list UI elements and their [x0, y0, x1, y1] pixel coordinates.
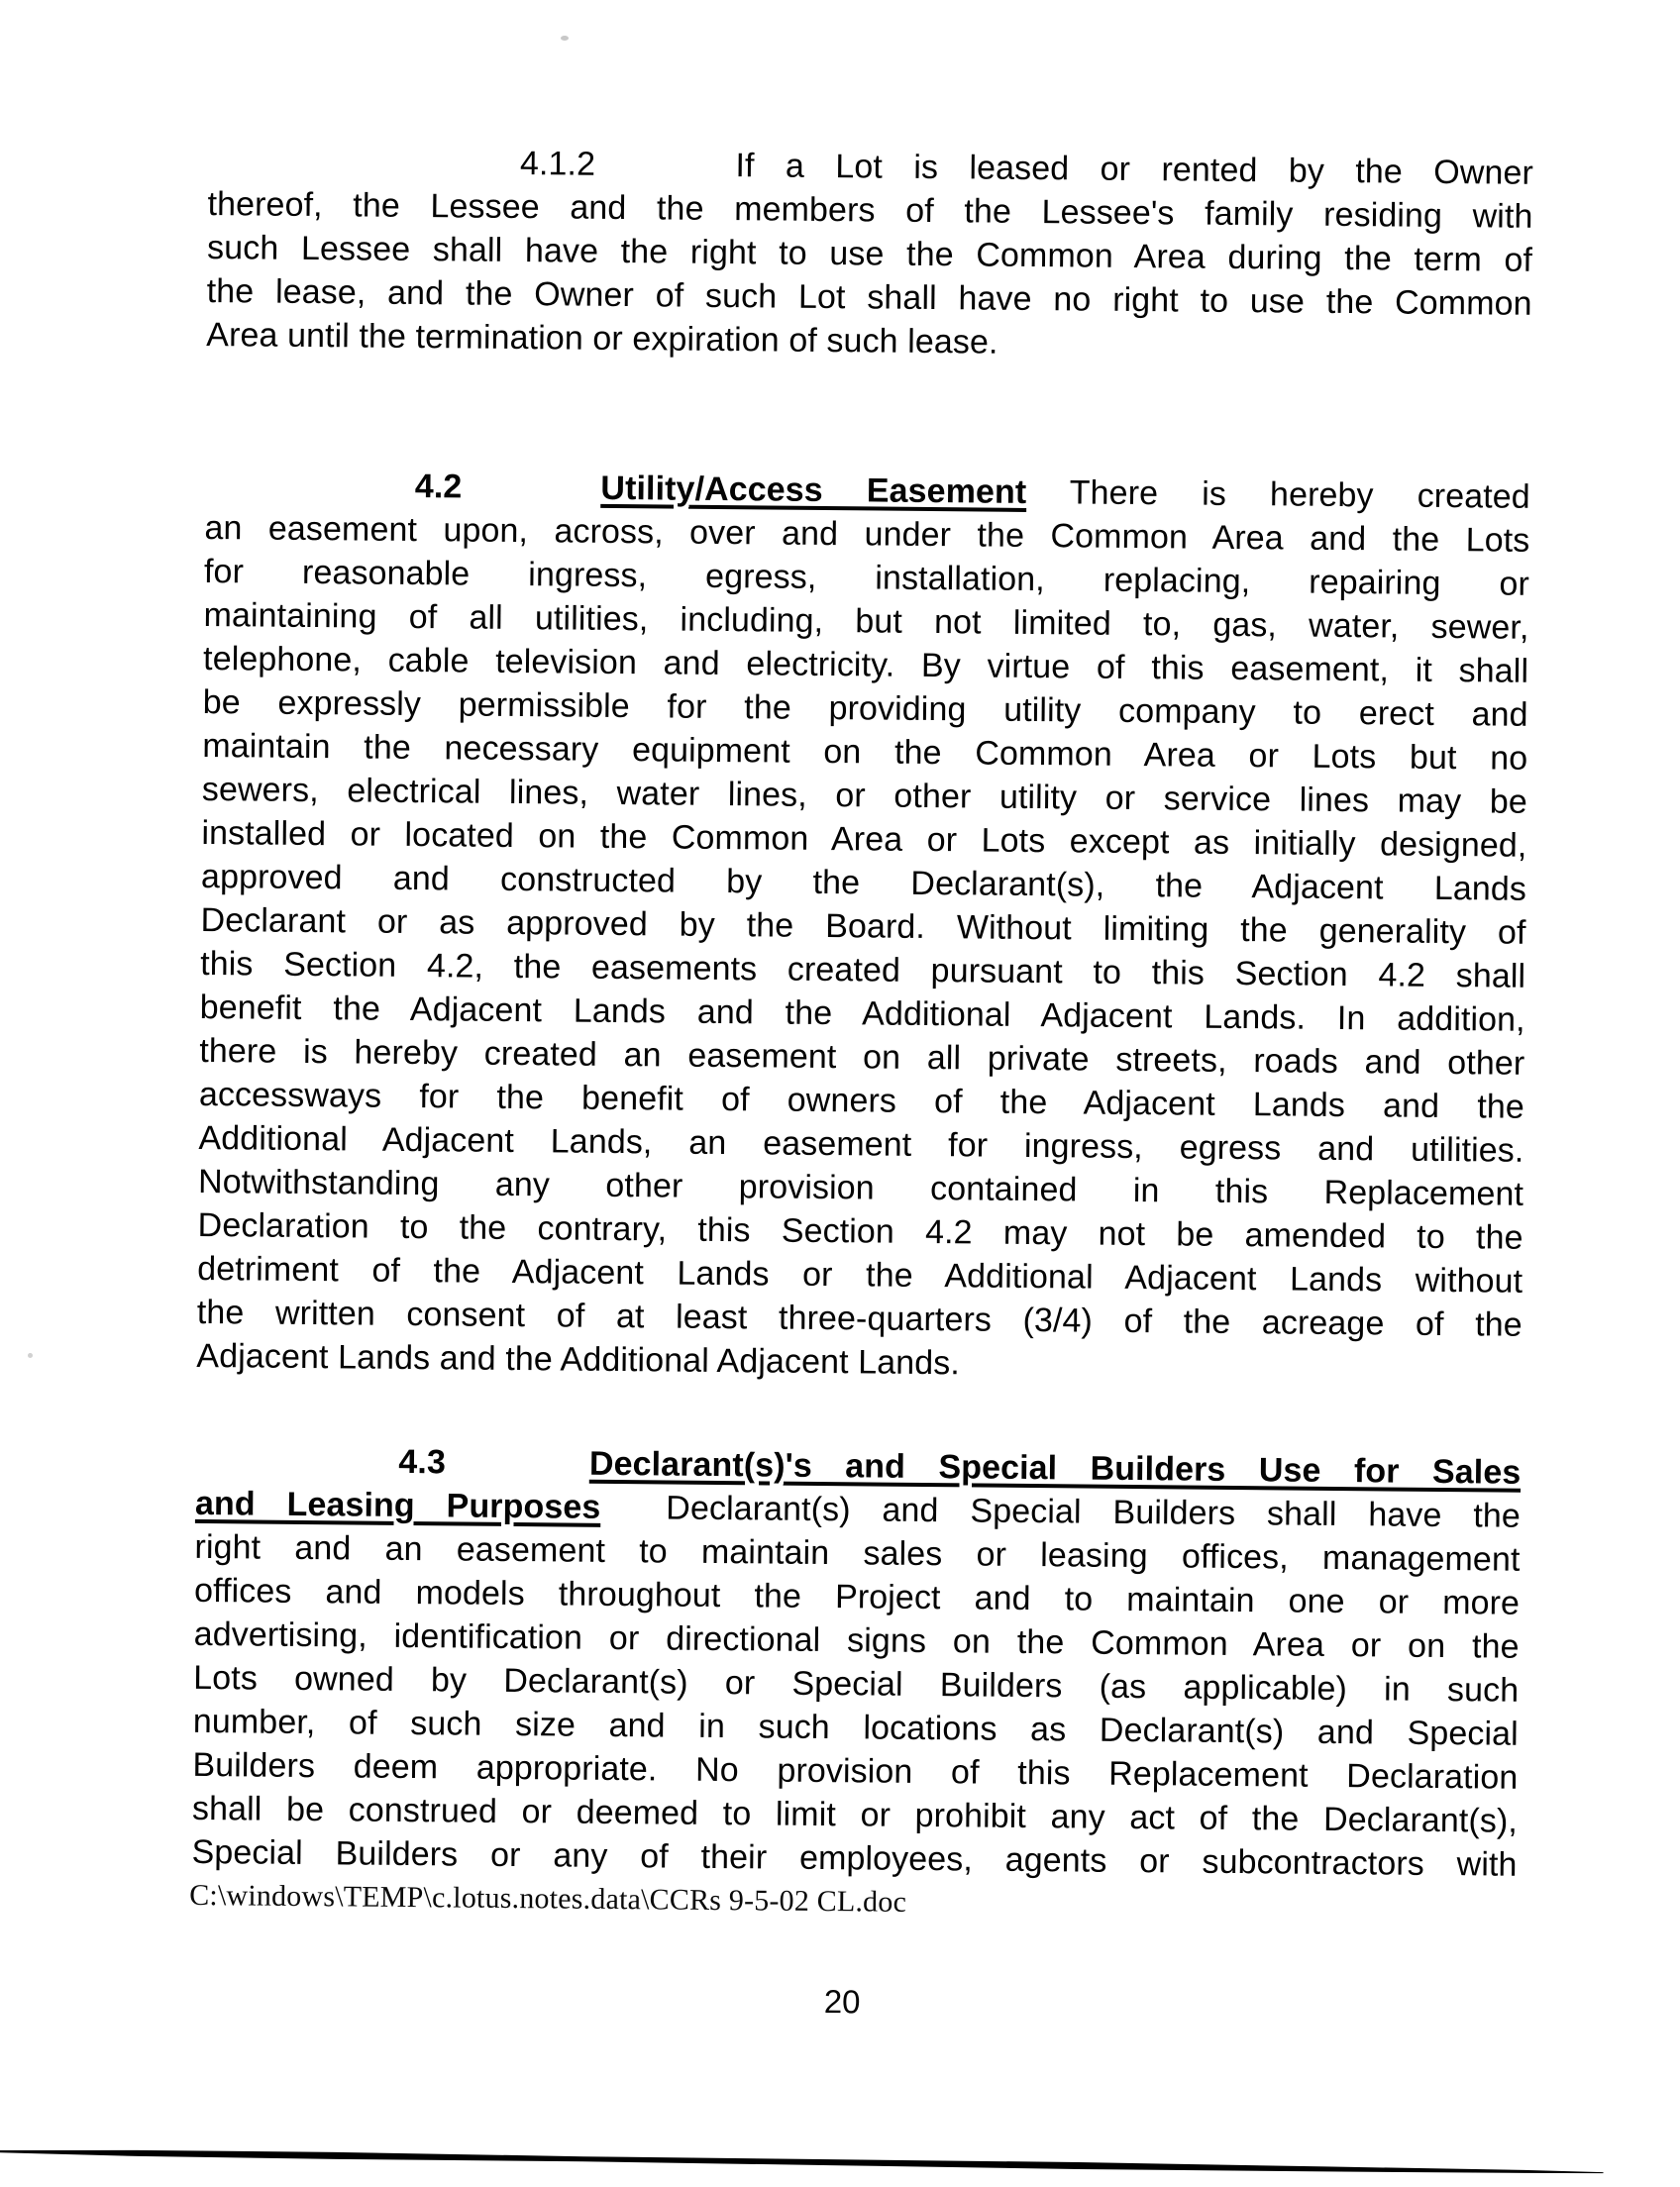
section-heading: Declarant(s)'s and Special Builders Use for Sales [588, 1444, 1522, 1492]
text-line: detriment of the Adjacent Lands or the Additional Adjacent Lands without [197, 1249, 1523, 1301]
text-line: thereof, the Lessee and the members of the Lessee's family residing with [207, 184, 1533, 236]
line-text: Declarant(s) and Special Builders shall have the [666, 1489, 1522, 1535]
section-number: 4.2 [414, 468, 463, 506]
text-line: Notwithstanding any other provision contained in this Replacement [197, 1162, 1524, 1213]
text-line: number, of such size and in such locations as Declarant(s) and Special [192, 1702, 1519, 1753]
scan-speck [561, 36, 569, 41]
text-line: this Section 4.2, the easements created pursuant to this Section 4.2 shall [200, 944, 1526, 995]
text-line: be expressly permissible for the providing utility company to erect and [202, 682, 1528, 734]
heading-gap-spacer [600, 1517, 634, 1518]
scan-speck [28, 1353, 33, 1358]
section-heading-continued: and Leasing Purposes [194, 1484, 601, 1526]
text-line: Builders deem appropriate. No provision of this Replacement Declaration [192, 1745, 1519, 1797]
text-line: maintaining of all utilities, including, but not limited to, gas, water, sewer, [203, 595, 1529, 647]
text-line: Special Builders or any of their employees, agents or subcontractors with [191, 1832, 1518, 1884]
text-line: Declarant or as approved by the Board. Without limiting the generality of [200, 900, 1526, 952]
scan-artifact-line [0, 2143, 1653, 2187]
tab-spacer [462, 496, 600, 498]
text-line: Additional Adjacent Lands, an easement for ingress, egress and utilities. [198, 1118, 1524, 1170]
text-line: the written consent of at least three-quarters (3/4) of the acreage of the [196, 1293, 1522, 1344]
tab-spacer [595, 174, 704, 176]
section-4-1-2 [206, 139, 1533, 369]
text-line: there is hereby created an easement on all private streets, roads and other [199, 1031, 1525, 1083]
text-line: Area until the termination or expiration of such lease. [206, 315, 998, 362]
text-line: offices and models throughout the Project and to maintain one or more [193, 1571, 1521, 1622]
text-line: approved and constructed by the Declarant(s), the Adjacent Lands [200, 857, 1527, 908]
section-heading: Utility/Access Easement [600, 469, 1027, 511]
text-line: telephone, cable television and electricity. By virtue of this easement, it shall [202, 639, 1529, 690]
text-line: right and an easement to maintain sales or leasing offices, management [194, 1527, 1521, 1579]
text-line: the lease, and the Owner of such Lot shall have no right to use the Common [206, 271, 1532, 323]
page-number: 20 [823, 1983, 861, 2021]
text-line: sewers, electrical lines, water lines, or other utility or service lines may be [201, 770, 1528, 821]
section-4-2 [196, 463, 1530, 1391]
section-4-3 [191, 1438, 1521, 1887]
line-text: If a Lot is leased or rented by the Owner [735, 147, 1534, 192]
text-line: an easement upon, across, over and under the Common Area and the Lots [204, 508, 1530, 560]
text-line: installed or located on the Common Area or Lots except as initially designed, [201, 813, 1527, 865]
footer-file-path: C:\windows\TEMP\c.lotus.notes.data\CCRs 9-5-02 CL.doc [189, 1878, 907, 1919]
text-line: Adjacent Lands and the Additional Adjacent Lands. [196, 1336, 961, 1383]
tab-spacer [446, 1472, 589, 1474]
text-line: such Lessee shall have the right to use the Common Area during the term of [206, 228, 1533, 279]
text-line: Lots owned by Declarant(s) or Special Builders (as applicable) in such [193, 1658, 1520, 1710]
text-line: maintain the necessary equipment on the Common Area or Lots but no [202, 726, 1528, 778]
line-text: There is hereby created [1069, 473, 1530, 516]
section-number: 4.3 [398, 1442, 447, 1482]
section-number: 4.1.2 [519, 145, 596, 183]
text-line: accessways for the benefit of owners of the Adjacent Lands and the [198, 1075, 1525, 1126]
text-line: advertising, identification or directional signs on the Common Area or on the [193, 1614, 1520, 1666]
text-line: benefit the Adjacent Lands and the Additional Adjacent Lands. In addition, [199, 988, 1525, 1039]
text-line: Declaration to the contrary, this Section 4.2 may not be amended to the [197, 1205, 1523, 1257]
text-line: shall be construed or deemed to limit or prohibit any act of the Declarant(s), [191, 1789, 1519, 1840]
text-line: for reasonable ingress, egress, installation, replacing, repairing or [203, 552, 1530, 603]
